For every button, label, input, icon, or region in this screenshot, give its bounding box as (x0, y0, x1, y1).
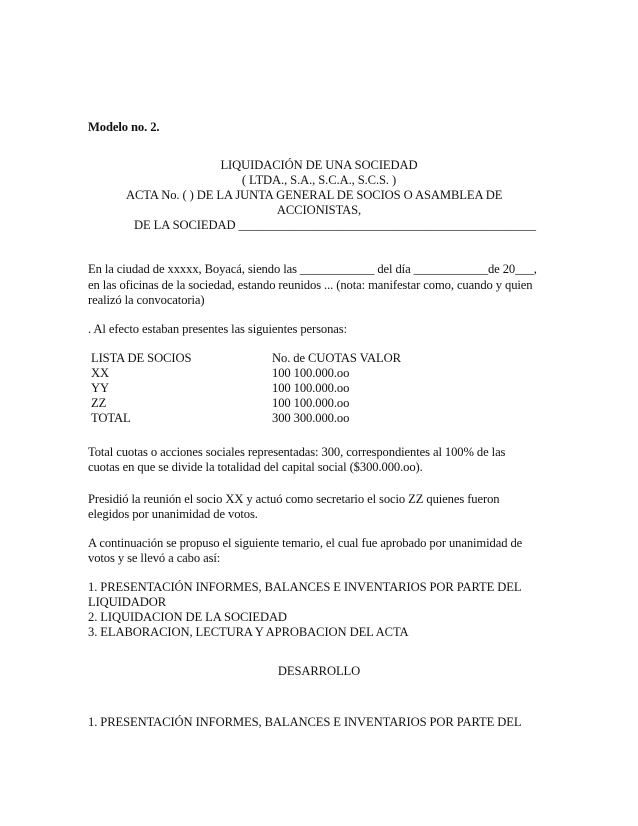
temario-item-1-line-1: 1. PRESENTACIÓN INFORMES, BALANCES E INVENTARIOS POR PARTE DEL (88, 580, 522, 594)
model-heading: Modelo no. 2. (88, 120, 160, 134)
table-row-name: XX (91, 366, 109, 380)
total-cuotas-line-2: cuotas en que se divide la totalidad del capital social ($300.000.oo). (88, 460, 423, 474)
temario-item-1-line-2: LIQUIDADOR (88, 595, 167, 609)
title-line-5: DE LA SOCIEDAD ________________________________________________ (134, 218, 536, 232)
title-line-1: LIQUIDACIÓN DE UNA SOCIEDAD (220, 158, 418, 172)
presidio-line-2: elegidos por unanimidad de votos. (88, 507, 258, 521)
table-row-name: TOTAL (91, 411, 131, 425)
table-row-value: 100 100.000.oo (272, 366, 350, 380)
presidio-line-1: Presidió la reunión el socio XX y actuó como secretario el socio ZZ quienes fueron (88, 492, 500, 506)
intro-line-1: En la ciudad de xxxxx, Boyacá, siendo las ____________ del día ____________de 20___, (88, 262, 537, 276)
intro-line-3: realizó la convocatoria) (88, 293, 205, 307)
title-line-2: ( LTDA., S.A., S.C.A., S.C.S. ) (241, 173, 397, 187)
total-cuotas-line-1: Total cuotas o acciones sociales representadas: 300, correspondientes al 100% de las (88, 445, 506, 459)
desarrollo-item-1: 1. PRESENTACIÓN INFORMES, BALANCES E INVENTARIOS POR PARTE DEL (88, 715, 522, 729)
table-header-right: No. de CUOTAS VALOR (272, 351, 401, 365)
table-row-value: 100 100.000.oo (272, 396, 350, 410)
temario-item-3: 3. ELABORACION, LECTURA Y APROBACION DEL ACTA (88, 625, 409, 639)
intro-line-2: en las oficinas de la sociedad, estando reunidos ... (nota: manifestar como, cuando y quien (88, 278, 533, 292)
table-row-value: 100 100.000.oo (272, 381, 350, 395)
table-row-value: 300 300.000.oo (272, 411, 350, 425)
desarrollo-heading: DESARROLLO (277, 664, 361, 678)
continuacion-line-2: votos y se llevó a cabo así: (88, 551, 221, 565)
title-line-3: ACTA No. ( ) DE LA JUNTA GENERAL DE SOCIOS O ASAMBLEA DE (126, 188, 503, 202)
continuacion-line-1: A continuación se propuso el siguiente temario, el cual fue aprobado por unanimidad de (88, 536, 523, 550)
temario-item-2: 2. LIQUIDACION DE LA SOCIEDAD (88, 610, 287, 624)
presentes-text: . Al efecto estaban presentes las siguientes personas: (88, 322, 347, 336)
table-header-left: LISTA DE SOCIOS (91, 351, 192, 365)
table-row-name: YY (91, 381, 109, 395)
title-line-4: ACCIONISTAS, (276, 203, 362, 217)
table-row-name: ZZ (91, 396, 107, 410)
